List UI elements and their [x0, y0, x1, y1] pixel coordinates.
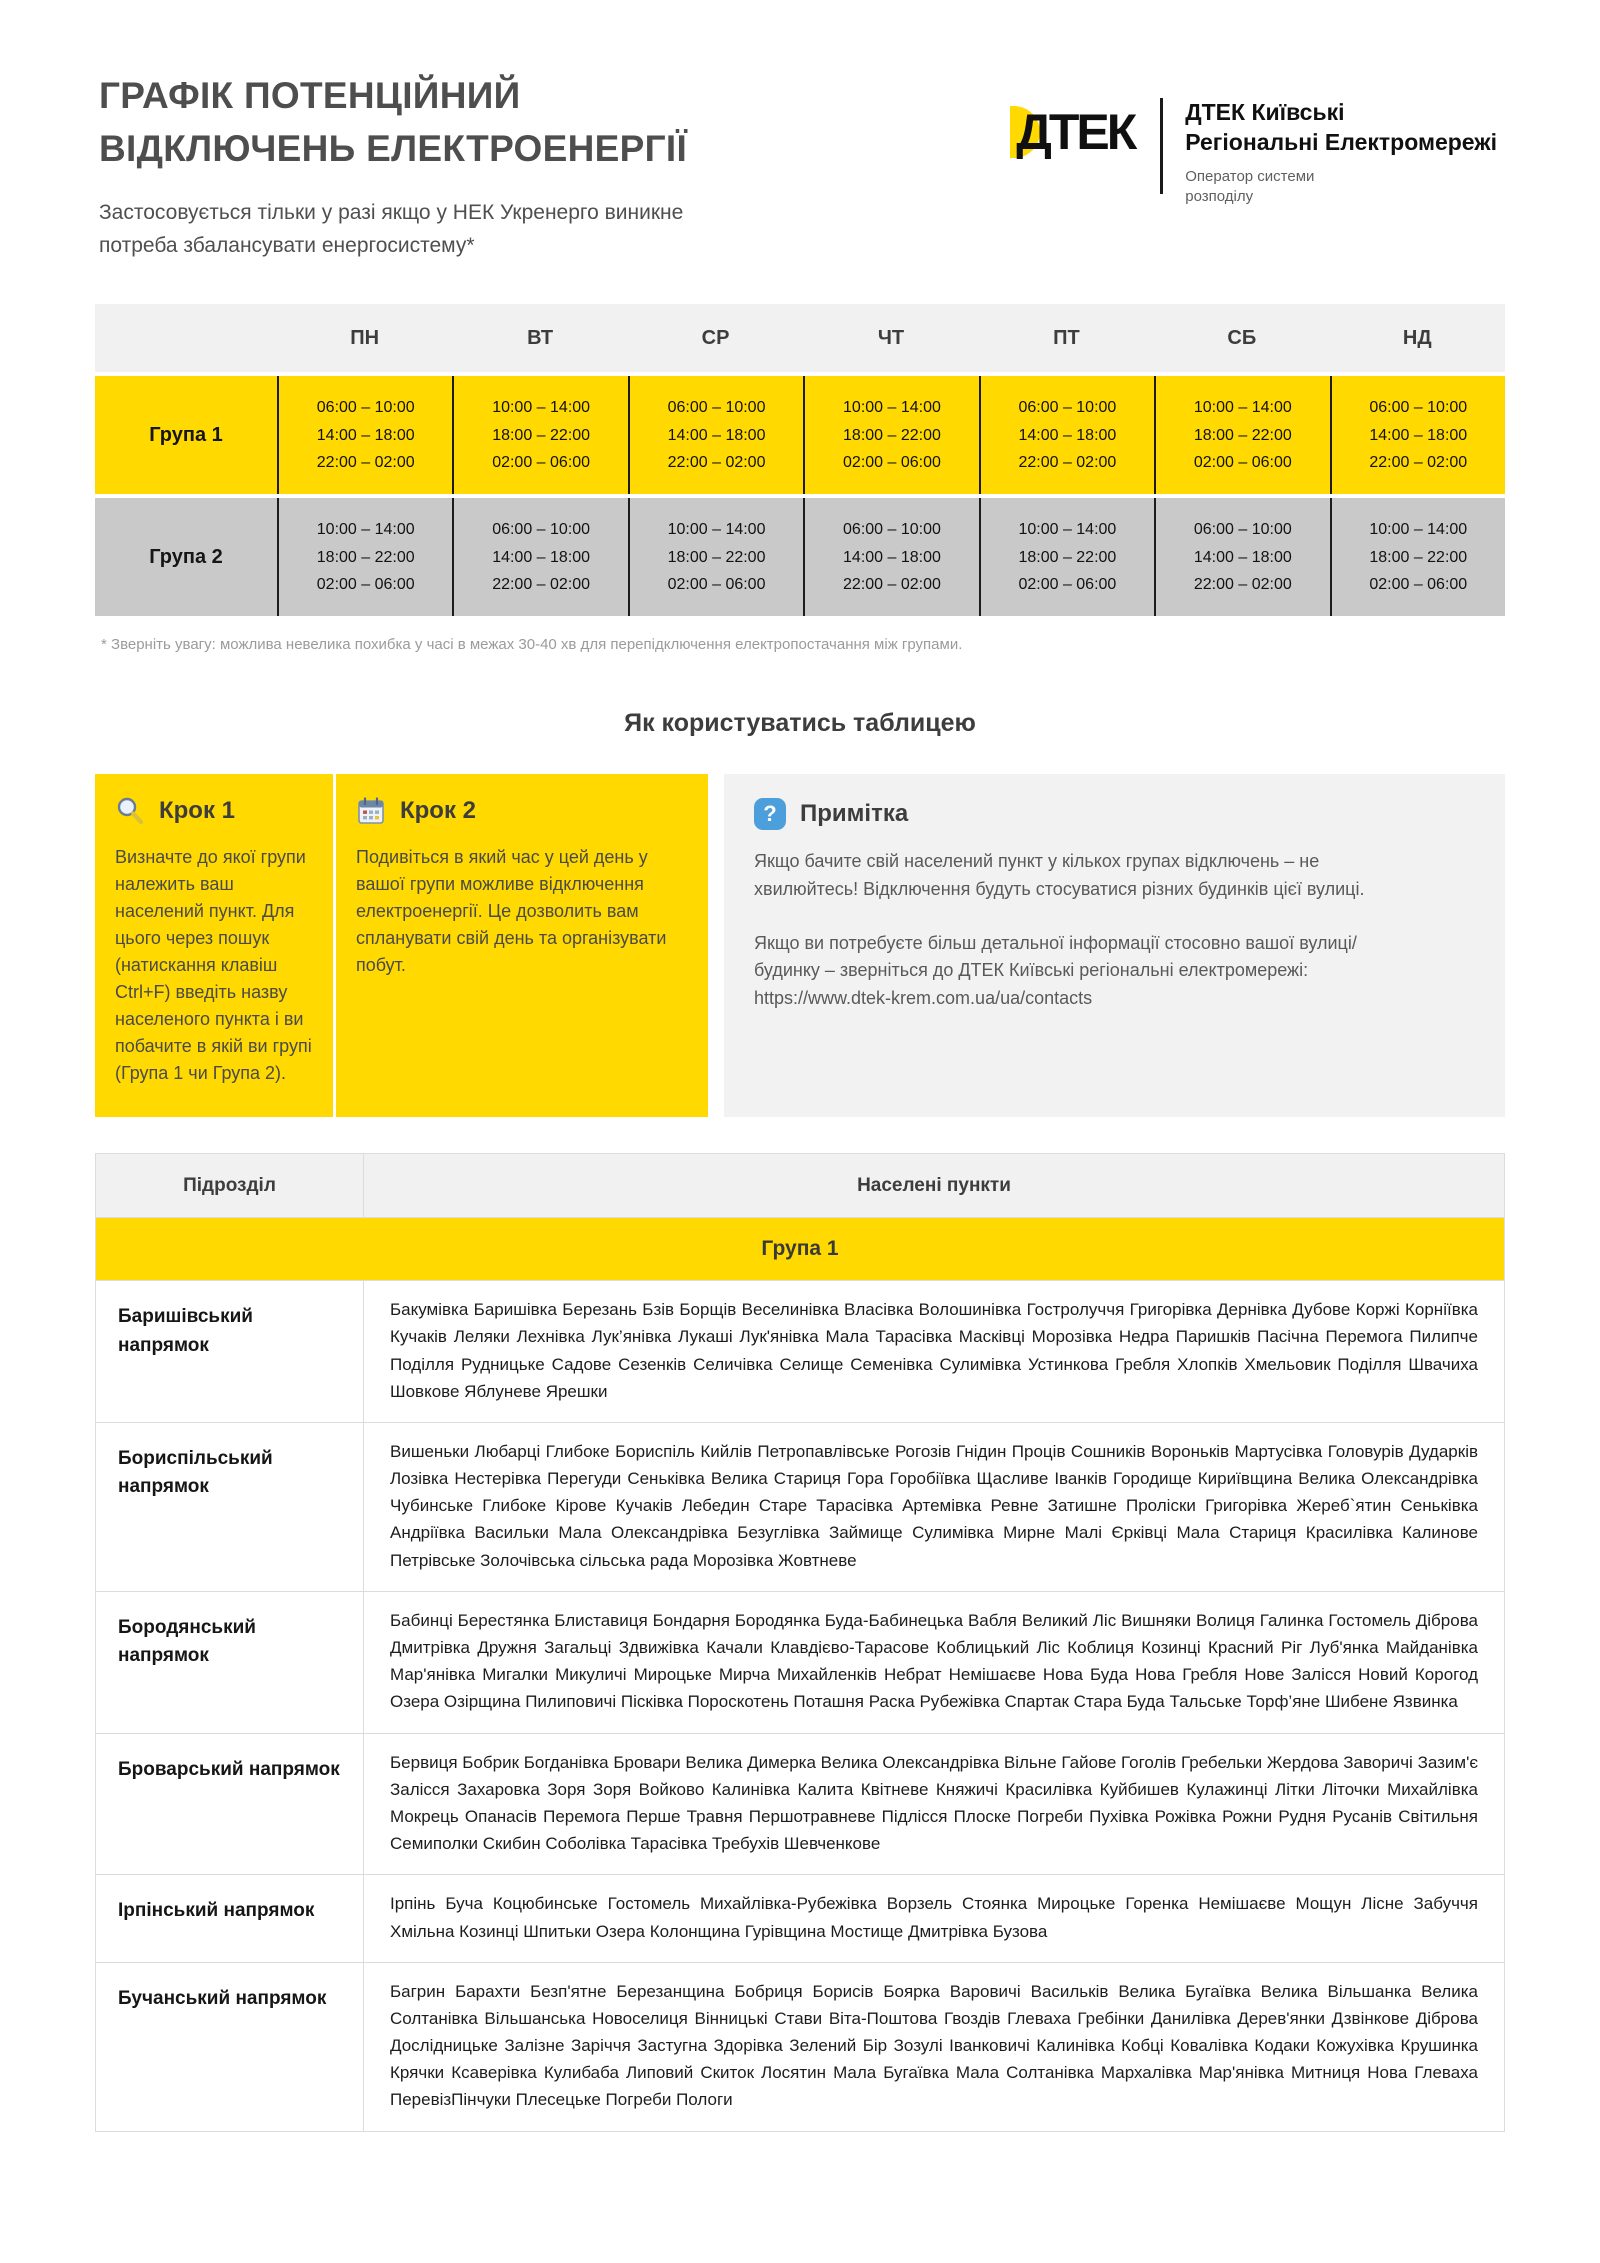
settlements-list: Бервиця Бобрик Богданівка Бровари Велика Димерка Велика Олександрівка Вільне Гайове Гоголів Гребельки Жердова Заворичі Зазим'є Залісся Захаровка Зоря Зоря Войково Калинівка Калита Квітневе Княжичі Красилівка Куйбишев Кулажинці Літки Літочки Михайлівка Мокрець Опанасів Перемога Перше Травня Першотравневе Підлісся Плоске Погреби Пухівка Рожівка Рожни Рудня Русанів Світильня Семиполки Скибин Соболівка Тарасівка Требухів Шевченкове [364, 1733, 1505, 1875]
group2-wed-slots: 10:00 – 14:00 18:00 – 22:00 02:00 – 06:00 [628, 498, 803, 616]
day-header-thu: ЧТ [803, 304, 978, 372]
group1-mon-slots: 06:00 – 10:00 14:00 – 18:00 22:00 – 02:00 [277, 376, 452, 494]
district-name: Бориспільський напрямок [96, 1422, 364, 1591]
group1-tue-slots: 10:00 – 14:00 18:00 – 22:00 02:00 – 06:00 [452, 376, 627, 494]
title-block [95, 70, 739, 262]
search-icon [115, 796, 145, 826]
page-subtitle: Застосовується тільки у разі якщо у НЕК Укренерго виникне потреба збалансувати енергосистему* [99, 201, 684, 257]
calendar-icon [356, 796, 386, 826]
settlements-list: Багрин Барахти Безп'ятне Березанщина Бобриця Борисів Боярка Варовичі Васильків Велика Бугаївка Велика Вільшанка Велика Солтанівка Вільшанська Новоселиця Вінницькі Стави Віта-Поштова Гвоздів Глеваха Гребінки Данилівка Дерев'янки Дзвінкове Діброва Дослідницьке Залізне Заріччя Застугна Здорівка Зелений Бір Зозулі Іванковичі Калинівка Кобці Ковалівка Кодаки Кожухівка Крушинка Крячки Ксаверівка Кулибаба Липовий Скиток Лосятин Мала Бугаївка Мала Солтанівка Мархалівка Мар'янівка Митниця Нова Глеваха ПеревізПінчуки Плесецьке Погреби Пологи [364, 1962, 1505, 2131]
day-header-sun: НД [1330, 304, 1505, 372]
page-title: ГРАФІК ПОТЕНЦІЙНИЙ ВІДКЛЮЧЕНЬ ЕЛЕКТРОЕНЕРГІЇ [99, 75, 687, 169]
district-name: Бучанський напрямок [96, 1962, 364, 2131]
table-row [96, 1591, 1505, 1733]
group2-sat-slots: 06:00 – 10:00 14:00 – 18:00 22:00 – 02:00 [1154, 498, 1329, 616]
column-header-settlements: Населені пункти [364, 1154, 1505, 1218]
step2-card [336, 774, 708, 1117]
group2-sun-slots: 10:00 – 14:00 18:00 – 22:00 02:00 – 06:00 [1330, 498, 1505, 616]
district-name: Бородянський напрямок [96, 1591, 364, 1733]
group1-sun-slots: 06:00 – 10:00 14:00 – 18:00 22:00 – 02:00 [1330, 376, 1505, 494]
column-header-district: Підрозділ [96, 1154, 364, 1218]
note-title: Примітка [800, 800, 909, 828]
group1-label: Група 1 [95, 376, 277, 494]
group1-thu-slots: 10:00 – 14:00 18:00 – 22:00 02:00 – 06:00 [803, 376, 978, 494]
group2-label: Група 2 [95, 498, 277, 616]
district-name: Броварський напрямок [96, 1733, 364, 1875]
table-row [96, 1962, 1505, 2131]
corner-cell [95, 304, 277, 372]
logo-caption [1185, 98, 1497, 207]
group2-row [95, 498, 1505, 616]
group2-tue-slots: 06:00 – 10:00 14:00 – 18:00 22:00 – 02:00 [452, 498, 627, 616]
company-name: ДТЕК Київські Регіональні Електромережі [1185, 99, 1497, 155]
settlements-list: Бакумівка Баришівка Березань Бзів Борщів Веселинівка Власівка Волошинівка Гостролуччя Григорівка Дернівка Дубове Коржі Корніївка Кучаків Леляки Лехнівка Лук’янівка Лукаші Лук'янівка Мала Тарасівка Масківці Морозівка Недра Паришків Пасічна Перемога Пилипче Поділля Рудницьке Садове Сезенків Селичівка Селище Семенівка Сулимівка Устинкова Гребля Хлопків Хмельовик Поділля Швачиха Шовкове Яблуневе Ярешки [364, 1281, 1505, 1423]
day-header-mon: ПН [277, 304, 452, 372]
operator-caption: Оператор системи розподілу [1185, 167, 1315, 206]
group2-mon-slots: 10:00 – 14:00 18:00 – 22:00 02:00 – 06:00 [277, 498, 452, 616]
weekly-schedule-table [95, 300, 1505, 620]
note-paragraph-2: Якщо ви потребуєте більш детальної інформації стосовно вашої вулиці/будинку – зверніться до ДТЕК Київські регіональні електромережі: https://www.dtek-krem.com.ua/ua/contacts [754, 930, 1414, 1012]
step2-title: Крок 2 [400, 797, 476, 825]
step1-title: Крок 1 [159, 797, 235, 825]
table-row [96, 1733, 1505, 1875]
step1-card [95, 774, 333, 1117]
group1-row [95, 376, 1505, 494]
district-name: Ірпінський напрямок [96, 1875, 364, 1962]
howto-cards [95, 774, 1505, 1117]
question-icon: ? [754, 798, 786, 830]
howto-heading: Як користуватись таблицею [624, 709, 976, 738]
header [95, 70, 1505, 262]
step1-text: Визначте до якої групи належить ваш населений пункт. Для цього через пошук (натискання клавіш Ctrl+F) введіть назву населеного пункта і ви побачите в якій ви групі (Група 1 чи Група 2). [115, 847, 312, 1084]
schedule-footnote: * Зверніть увагу: можлива невелика похибка у часі в межах 30-40 хв для перепідключення електропостачання між групами. [101, 636, 963, 654]
group1-wed-slots: 06:00 – 10:00 14:00 – 18:00 22:00 – 02:00 [628, 376, 803, 494]
day-header-fri: ПТ [979, 304, 1154, 372]
district-name: Баришівський напрямок [96, 1281, 364, 1423]
day-header-tue: ВТ [452, 304, 627, 372]
districts-header-row [96, 1154, 1505, 1218]
logo-divider [1160, 98, 1163, 194]
dtek-logo-text: ДТЕК [1016, 104, 1135, 160]
note-panel [724, 774, 1505, 1117]
weekday-header-row [95, 304, 1505, 372]
step2-text: Подивіться в який час у цей день у вашої групи можливе відключення електроенергії. Це дозволить вам спланувати свій день та організувати побут. [356, 847, 667, 976]
settlements-list: Бабинці Берестянка Блиставиця Бондарня Бородянка Буда-Бабинецька Вабля Великий Ліс Вишняки Волиця Галинка Гостомель Діброва Дмитрівка Дружня Загальці Здвижівка Качали Клавдієво-Тарасове Коблицький Ліс Коблиця Козинці Красний Ріг Луб'янка Майданівка Мар'янівка Мигалки Микуличі Мироцьке Мирча Михайленків Небрат Немішаєве Нова Буда Нова Гребля Нове Залісся Новий Корогод Озера Озірщина Пилиповичі Пісківка Пороскотень Поташня Раска Рубежівка Спартак Стара Буда Тальське Торф’яне Шибене Язвинка [364, 1591, 1505, 1733]
table-row [96, 1875, 1505, 1962]
group1-banner: Група 1 [96, 1218, 1505, 1281]
day-header-sat: СБ [1154, 304, 1329, 372]
note-paragraph-1: Якщо бачите свій населений пункт у кількох групах відключень – не хвилюйтесь! Відключення будуть стосуватися різних будинків цієї вулиці. [754, 851, 1365, 899]
logo-block [1010, 98, 1497, 207]
contacts-link[interactable]: https://www.dtek-krem.com.ua/ua/contacts [754, 987, 1093, 1008]
table-row [96, 1281, 1505, 1423]
group1-sat-slots: 10:00 – 14:00 18:00 – 22:00 02:00 – 06:00 [1154, 376, 1329, 494]
group2-fri-slots: 10:00 – 14:00 18:00 – 22:00 02:00 – 06:00 [979, 498, 1154, 616]
dtek-logo [1010, 106, 1134, 158]
districts-table [95, 1153, 1505, 2132]
settlements-list: Ірпінь Буча Коцюбинське Гостомель Михайлівка-Рубежівка Ворзель Стоянка Мироцьке Горенка Немішаєве Мощун Лісне Забуччя Хмільна Козинці Шпитьки Озера Колонщина Гурівщина Мостище Дмитрівка Бузова [364, 1875, 1505, 1962]
group2-thu-slots: 06:00 – 10:00 14:00 – 18:00 22:00 – 02:00 [803, 498, 978, 616]
day-header-wed: СР [628, 304, 803, 372]
group1-fri-slots: 06:00 – 10:00 14:00 – 18:00 22:00 – 02:00 [979, 376, 1154, 494]
group-banner-row [96, 1218, 1505, 1281]
settlements-list: Вишеньки Любарці Глибоке Бориспіль Кийлів Петропавлівське Рогозів Гнідин Проців Сошників Вороньків Мартусівка Головурів Дударків Лозівка Нестерівка Перегуди Сеньківка Велика Стариця Гора Горобіївка Щасливе Іванків Городище Кириївщина Велика Олександрівка Чубинське Глибоке Кірове Кучаків Лебедин Старе Тарасівка Артемівка Ревне Затишне Проліски Григорівка Жереб`ятин Сеньківка Андріївка Васильки Мала Олександрівка Безуглівка Займище Сулимівка Мирне Малі Єрківці Мала Стариця Красилівка Калинове Петрівське Золочівська сільська рада Морозівка Жовтневе [364, 1422, 1505, 1591]
table-row [96, 1422, 1505, 1591]
